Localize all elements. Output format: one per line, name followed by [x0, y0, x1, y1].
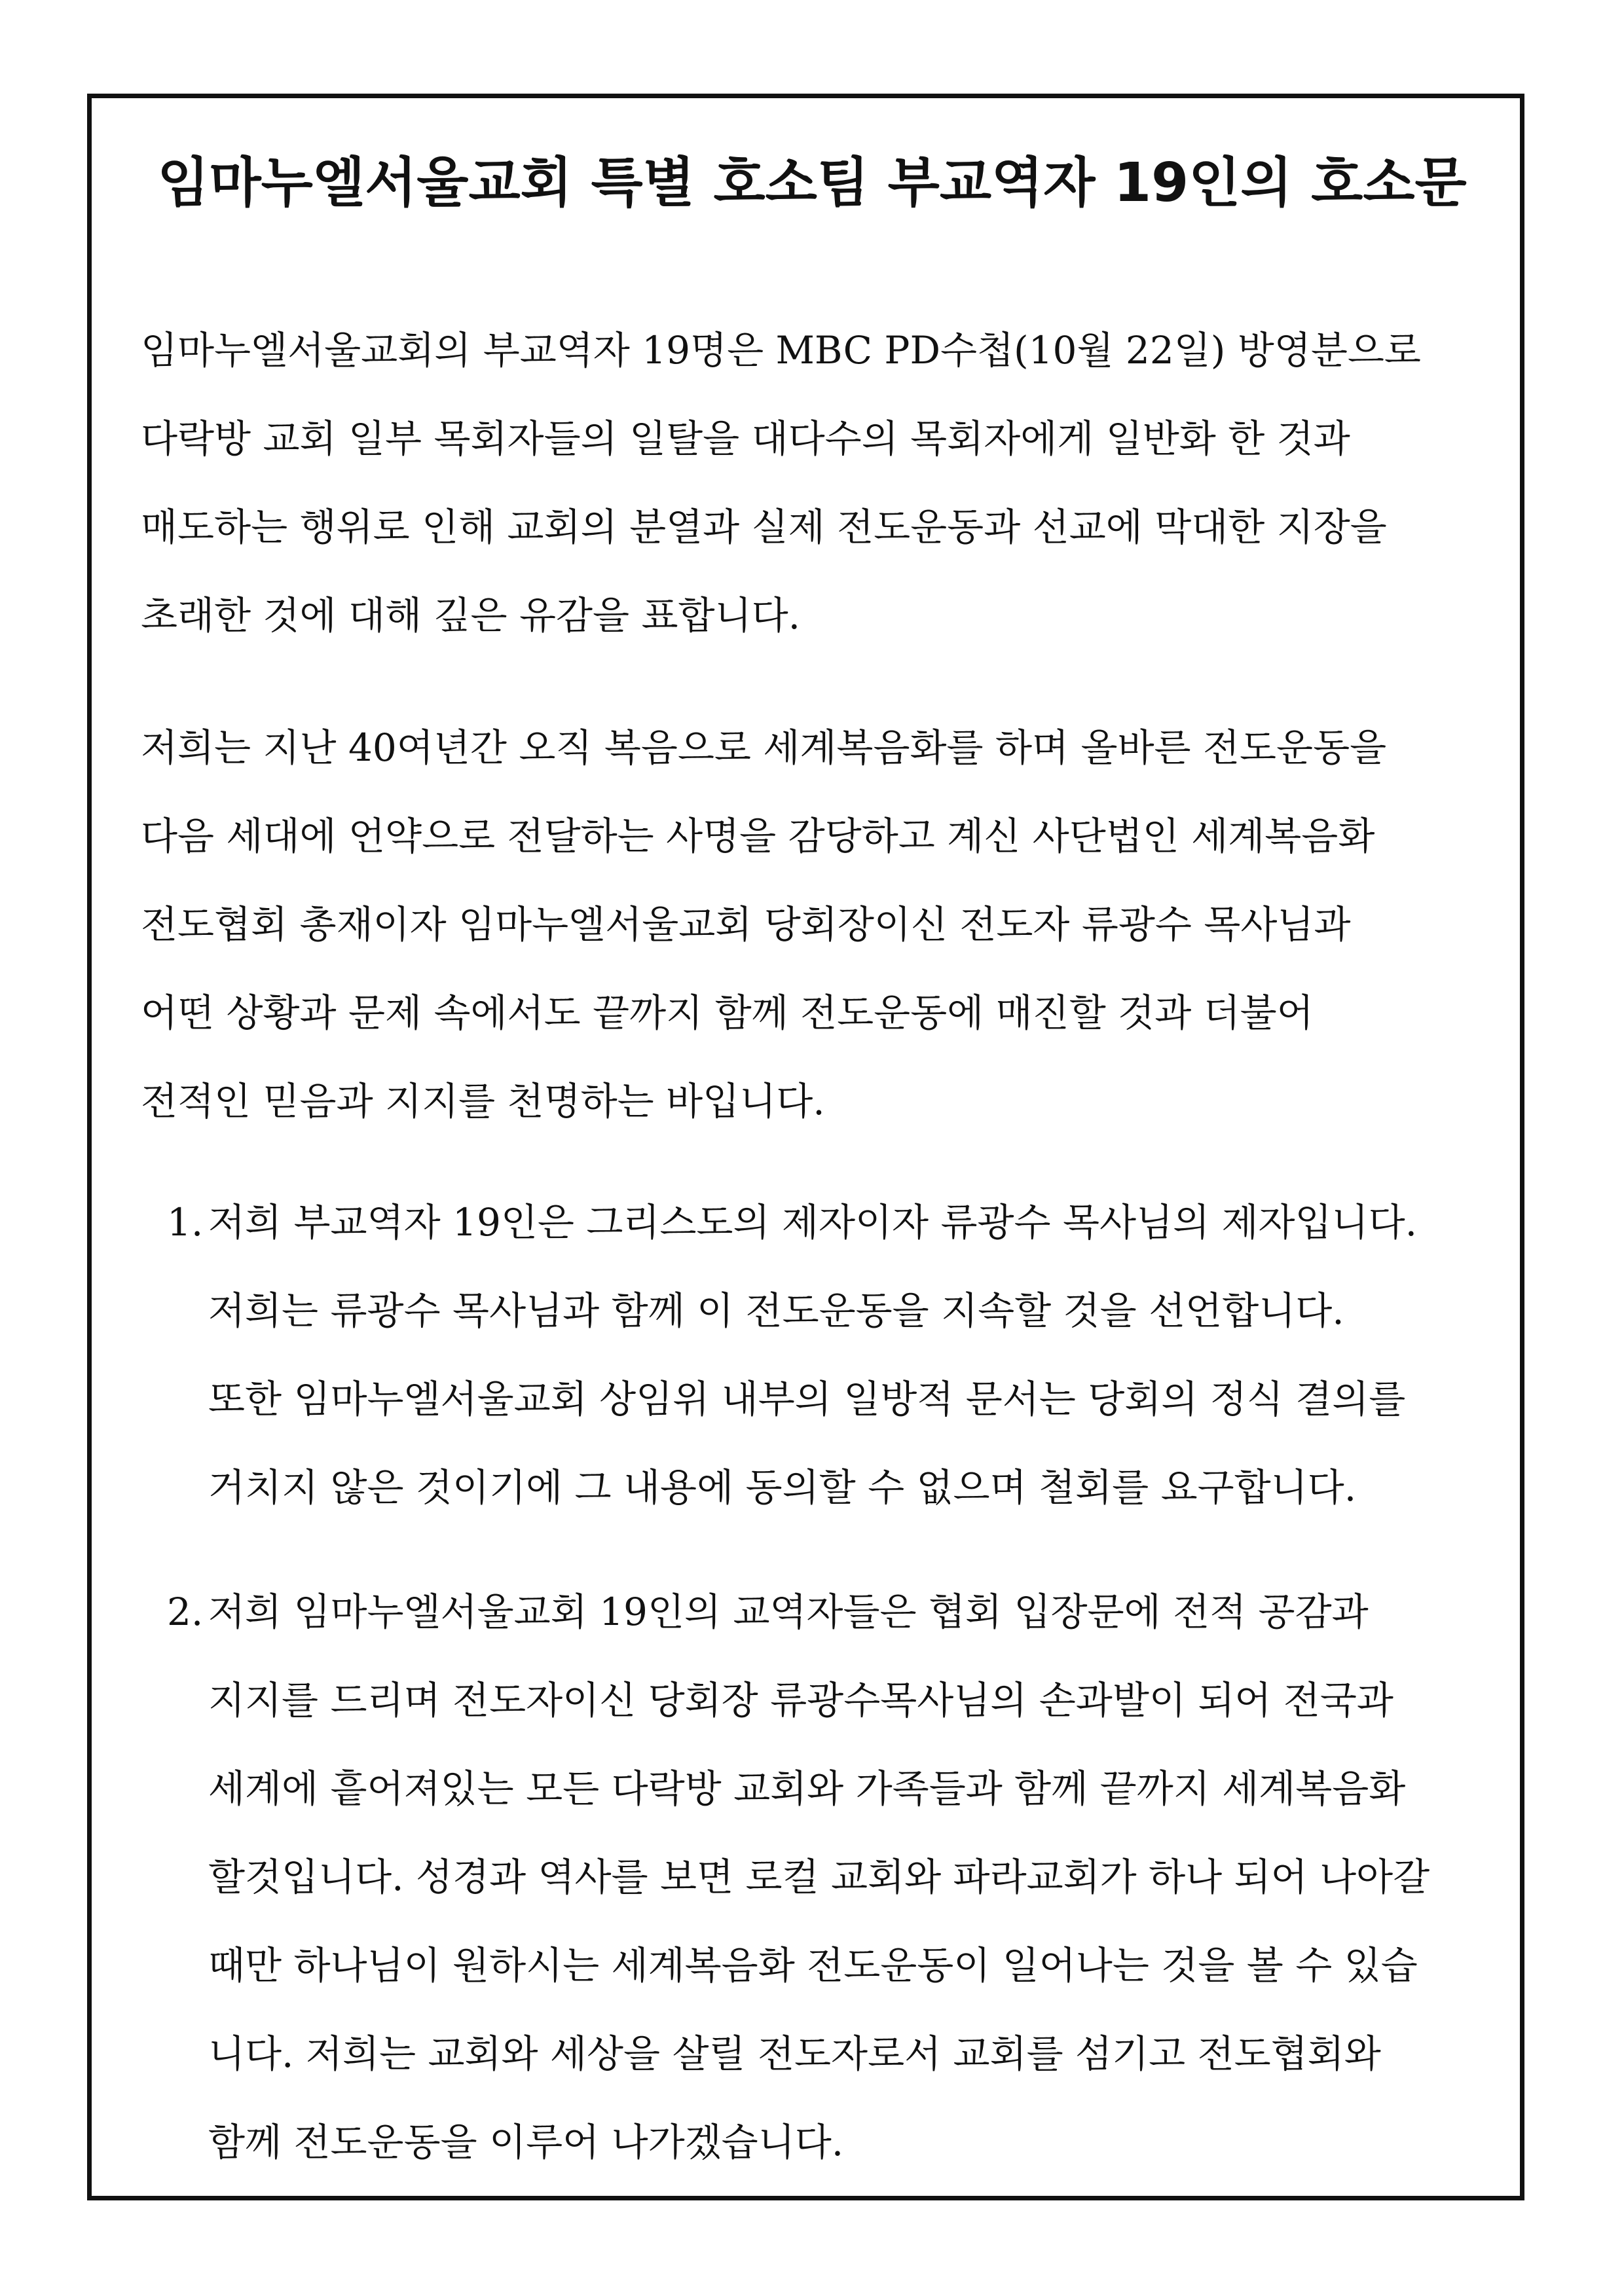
paragraph-intro: [141, 306, 1421, 660]
paragraph-line: 다음 세대에 언약으로 전달하는 사명을 감당하고 계신 사단법인 세계복음화: [141, 814, 1375, 858]
paragraph-line: 어떤 상황과 문제 속에서도 끝까지 함께 전도운동에 매진할 것과 더불어: [141, 991, 1314, 1035]
paragraph-line: 임마누엘서울교회의 부교역자 19명은 MBC PD수첩(10월 22일) 방영분으로: [141, 328, 1421, 373]
list-item-number: 1.: [167, 1200, 204, 1245]
list-item-line: 저희는 류광수 목사님과 함께 이 전도운동을 지속할 것을 선언합니다.: [208, 1288, 1344, 1333]
list-item-line: 저희 부교역자 19인은 그리스도의 제자이자 류광수 목사님의 제자입니다.: [208, 1200, 1418, 1245]
list-item-line: 저희 임마누엘서울교회 19인의 교역자들은 협회 입장문에 전적 공감과: [208, 1590, 1369, 1634]
list-item-line: 지지를 드리며 전도자이신 당회장 류광수목사님의 손과발이 되어 전국과: [208, 1678, 1393, 1722]
list-item-line: 니다. 저희는 교회와 세상을 살릴 전도자로서 교회를 섬기고 전도협회와: [208, 2032, 1381, 2076]
paragraph-line: 초래한 것에 대해 깊은 유감을 표합니다.: [141, 593, 801, 638]
list-item-line: 할것입니다. 성경과 역사를 보면 로컬 교회와 파라교회가 하나 되어 나아갈: [208, 1855, 1430, 1899]
list-item-line: 세계에 흩어져있는 모든 다락방 교회와 가족들과 함께 끝까지 세계복음화: [208, 1766, 1406, 1811]
list-item-line: 함께 전도운동을 이루어 나가겠습니다.: [208, 2120, 844, 2164]
paragraph-commitment: [141, 704, 1386, 1146]
document-title: 임마누엘서울교회 특별 호소팀 부교역자 19인의 호소문: [157, 152, 1467, 214]
paragraph-line: 전적인 믿음과 지지를 천명하는 바입니다.: [141, 1079, 825, 1123]
paragraph-line: 매도하는 행위로 인해 교회의 분열과 실제 전도운동과 선교에 막대한 지장을: [141, 505, 1387, 549]
paragraph-line: 전도협회 총재이자 임마누엘서울교회 당회장이신 전도자 류광수 목사님과: [141, 902, 1351, 947]
paragraph-line: 저희는 지난 40여년간 오직 복음으로 세계복음화를 하며 올바른 전도운동을: [141, 725, 1387, 770]
list-item-line: 또한 임마누엘서울교회 상임위 내부의 일방적 문서는 당회의 정식 결의를: [208, 1377, 1406, 1421]
list-item-line: 때만 하나님이 원하시는 세계복음화 전도운동이 일어나는 것을 볼 수 있습: [208, 1943, 1418, 1988]
list-item-line: 거치지 않은 것이기에 그 내용에 동의할 수 없으며 철회를 요구합니다.: [208, 1465, 1357, 1510]
list-item-number: 2.: [167, 1590, 204, 1634]
paragraph-line: 다락방 교회 일부 목회자들의 일탈을 대다수의 목회자에게 일반화 한 것과: [141, 416, 1350, 461]
